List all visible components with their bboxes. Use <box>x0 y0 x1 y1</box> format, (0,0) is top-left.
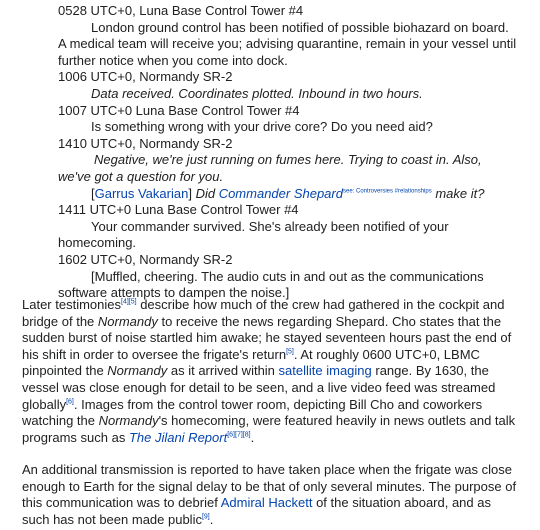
log-timestamp: 1411 UTC+0 Luna Base Control Tower #4 <box>58 202 299 218</box>
satellite-imaging-link[interactable]: satellite imaging <box>278 363 372 379</box>
paragraph-testimonies: Later testimonies[4][5] describe how much of the crew had gathered in the cockpit and bridge of the Normandy to receive the news regarding Shepard. Cho states that the sudden burst of noise startled him awake; he stayed seventeen hours past the end of his shift in order to oversee the frigate's return[5]. At roughly 0600 UTC+0, LBMC pinpointed the Normandy as it arrived within satellite imaging range. By 1630, the vessel was close enough for detail to be seen, and a live video feed was streamed globally[6]. Images from the control tower room, depicting Bill Cho and coworkers watching the Normandy's homecoming, were featured heavily in news outlets and talk programs such as The Jilani Report[6][7][8]. <box>22 297 516 445</box>
log-message: Your commander survived. She's already been notified of your homecoming. <box>58 218 449 251</box>
log-message-text: Negative, we're just running on fumes here. Trying to coast in. Also, we've got a question for you. <box>58 152 482 184</box>
transmission-log <box>58 3 518 302</box>
log-timestamp: 1602 UTC+0, Normandy SR-2 <box>58 251 233 267</box>
log-message: London ground control has been notified of possible biohazard on board. A medical team will receive you; advising quarantine, remain in your vessel until further notice when you come into dock. <box>58 19 517 68</box>
log-timestamp: 1410 UTC+0, Normandy SR-2 <box>58 135 233 151</box>
log-message <box>58 86 518 103</box>
ref-5b[interactable]: [5] <box>286 348 294 356</box>
ref-8[interactable]: [8] <box>242 431 251 439</box>
log-message-text: Data received. Coordinates plotted. Inbound in two hours. <box>91 85 423 101</box>
ref-6b[interactable]: [6] <box>227 431 236 439</box>
jilani-report-link[interactable]: The Jilani Report <box>128 429 228 445</box>
see-controversies-note[interactable]: see: Controversies #relationships <box>342 188 432 195</box>
log-message <box>58 152 518 185</box>
log-timestamp: 1006 UTC+0, Normandy SR-2 <box>58 69 233 85</box>
log-timestamp: 0528 UTC+0, Luna Base Control Tower #4 <box>58 3 304 18</box>
commander-shepard-link[interactable]: Commander Shepard <box>218 185 343 201</box>
ref-6[interactable]: [6] <box>66 398 74 406</box>
ref-7[interactable]: [7] <box>235 431 243 439</box>
paragraph-transmission: An additional transmission is reported to have taken place when the frigate was close enough to Earth for the signal delay to be that of only several minutes. The purpose of this communication was to debrief Admiral Hackett of the situation aboard, and as such has not been made public[9]. <box>22 462 517 527</box>
garrus-line: [Garrus Vakarian] Did Commander Shepard$^{see: Controversies \#relationships}$ make it? <box>91 185 485 201</box>
admiral-hackett-link[interactable]: Admiral Hackett <box>220 495 313 511</box>
ref-4[interactable]: [4] <box>121 298 129 306</box>
garrus-vakarian-link[interactable]: Garrus Vakarian <box>94 185 189 201</box>
log-message: Is something wrong with your drive core? Do you need aid? <box>91 119 433 135</box>
ref-5[interactable]: [5] <box>128 298 137 306</box>
log-message: [Muffled, cheering. The audio cuts in and out as the communications software attempts to dampen the noise.] <box>58 268 484 301</box>
log-timestamp: 1007 UTC+0 Luna Base Control Tower #4 <box>58 102 300 118</box>
ref-9[interactable]: [9] <box>201 513 210 521</box>
